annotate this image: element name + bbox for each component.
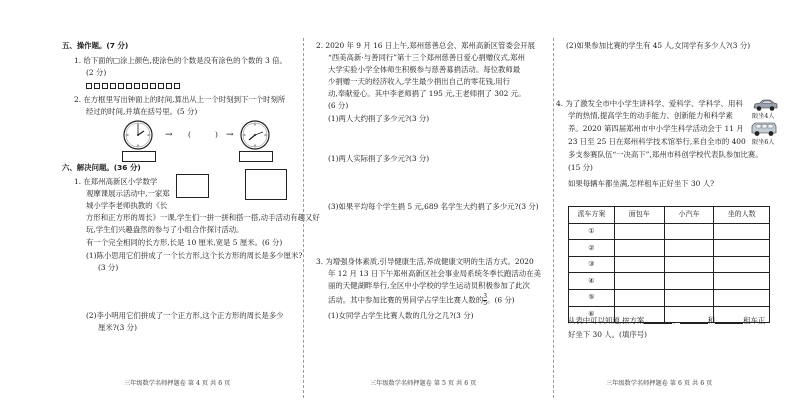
answer-line-1 bbox=[568, 315, 765, 326]
answer-line-2: 好坐下 30 人。(填序号) bbox=[568, 330, 647, 339]
color-square[interactable] bbox=[102, 83, 108, 89]
answer-cell[interactable] bbox=[664, 289, 714, 306]
page-divider bbox=[553, 38, 554, 398]
question-4-line2: 学的热情,提高学生的动手能力、创新能力和科学素 bbox=[568, 111, 733, 120]
color-square[interactable] bbox=[110, 83, 116, 89]
question-3-line4 bbox=[328, 294, 515, 307]
question-6-1-sub2-score: 厘米?(3 分) bbox=[98, 323, 137, 332]
answer-cell[interactable] bbox=[614, 289, 664, 306]
table-header-row bbox=[569, 207, 770, 224]
figure-box-1 bbox=[176, 174, 209, 198]
table-row bbox=[569, 256, 770, 273]
table-row bbox=[569, 273, 770, 290]
table-row bbox=[569, 289, 770, 306]
page-divider bbox=[303, 38, 304, 398]
plan-number-cell: ① bbox=[569, 223, 615, 240]
question-2-line5: 动,奉献爱心。其中李老师捐了 195 元,王老师捐了 302 元。 bbox=[328, 89, 526, 98]
page-footer: 三年级数学名师押题卷 第 6 页 共 6 页 bbox=[606, 380, 713, 387]
question-3-sub2: (2)如果参加比赛的学生有 45 人,女同学有多少人?(3 分) bbox=[566, 41, 751, 50]
question-5-1: 1. 给下面的□涂上颜色,使涂色的个数是没有涂色的个数的 3 倍。 bbox=[74, 56, 287, 65]
plan-number-cell: ③ bbox=[569, 256, 615, 273]
clock-face-2-icon bbox=[240, 120, 270, 150]
answer-cell[interactable] bbox=[714, 273, 770, 290]
question-5-2-line2: 经过的时间,并填在括号里。(5 分) bbox=[86, 107, 198, 116]
question-2-line1: 2. 2020 年 9 月 16 日上午,郑州慈善总会、郑州高新区管委会开展 bbox=[316, 41, 536, 50]
answer-blank-1[interactable] bbox=[644, 316, 672, 324]
question-2-line3: 大学实验小学全体师生积极参与慈善募捐活动。每位教师最 bbox=[328, 65, 521, 74]
fraction-denominator: 5 bbox=[483, 300, 488, 307]
table-header-cell: 坐的人数 bbox=[714, 207, 770, 224]
question-4-line6: (15 分) bbox=[568, 163, 593, 172]
van-icon bbox=[750, 121, 778, 137]
question-3-line2: 年 12 月 13 日下午郑州高新区社会事业局系统冬季长跑活动在美 bbox=[328, 269, 541, 278]
section-6-title: 六、解决问题。(36 分) bbox=[62, 163, 141, 172]
answer-cell[interactable] bbox=[614, 240, 664, 257]
question-3-line4-end: 。(6 分) bbox=[487, 295, 515, 305]
answer-and: 和 bbox=[707, 316, 716, 325]
answer-cell[interactable] bbox=[614, 273, 664, 290]
page-4 bbox=[42, 0, 320, 415]
question-3-line4-text: 活动。其中参加比赛的男同学占学生比赛人数的 bbox=[328, 295, 484, 305]
color-square[interactable] bbox=[94, 83, 100, 89]
answer-cell[interactable] bbox=[614, 223, 664, 240]
question-4-line5: 多支参赛队伍“一决高下”,郑州市科创学校代表队参加比赛。 bbox=[568, 150, 763, 159]
color-square[interactable] bbox=[150, 83, 156, 89]
question-3-line3: 丽的天健湖畔举行,全区中小学校的学生运动员积极参加了此次 bbox=[328, 281, 530, 290]
question-6-1-line1: 1. 在郑州高新区小学数学 bbox=[74, 177, 158, 186]
question-6-1-sub1-score: (3 分) bbox=[98, 263, 119, 272]
question-2-line4: 少捐赠一天的经济收入,学生最少捐出自己的零花钱,用行 bbox=[328, 77, 511, 86]
question-6-1-sub2: (2)李小明用它们拼成了一个正方形,这个正方形的周长是多少 bbox=[86, 311, 284, 320]
answer-blank-3[interactable] bbox=[715, 316, 743, 324]
table-header-cell: 派车方案 bbox=[569, 207, 615, 224]
question-2-line6: (6 分) bbox=[328, 101, 349, 110]
figure-box-2 bbox=[245, 169, 287, 200]
paren-open: ( bbox=[188, 130, 191, 139]
question-6-1-line2: 观摩课展示活动中,一家郑 bbox=[86, 189, 170, 198]
answer-cell[interactable] bbox=[664, 273, 714, 290]
van-capacity-label: 限坐6人 bbox=[752, 139, 775, 146]
question-4-line7: 如果每辆车都坐满,怎样租车正好坐下 30 人? bbox=[568, 179, 715, 188]
answer-suffix: 租车正 bbox=[743, 316, 766, 325]
table-row bbox=[569, 223, 770, 240]
answer-prefix: 从表中可以知道,按方案 bbox=[568, 316, 645, 325]
question-2-line2: “西美高新·与善同行”第十三个郑州慈善日爱心捐赠仪式,郑州 bbox=[328, 53, 526, 62]
color-square[interactable] bbox=[86, 83, 92, 89]
question-4-line1: 4. 为了激发全市中小学生讲科学、爱科学、学科学、用科 bbox=[556, 99, 743, 108]
question-2-sub2: (1)两人实际捐了多少元?(3 分) bbox=[328, 154, 430, 163]
question-5-2-line1: 2. 在方框里写出钟面上的时间,算出从上一个时刻到下一个时刻所 bbox=[74, 95, 286, 104]
section-5-title: 五、操作题。(7 分) bbox=[62, 41, 129, 50]
answer-cell[interactable] bbox=[664, 240, 714, 257]
fraction-numerator: 3 bbox=[483, 293, 488, 300]
table-header-cell: 小汽车 bbox=[664, 207, 714, 224]
color-square[interactable] bbox=[118, 83, 124, 89]
color-square[interactable] bbox=[174, 83, 180, 89]
answer-cell[interactable] bbox=[714, 256, 770, 273]
time-answer-box-2[interactable] bbox=[239, 151, 273, 162]
answer-cell[interactable] bbox=[714, 223, 770, 240]
question-6-1-line5: 玩,学生们兴趣盎然的参与了小组合作探讨活动。 bbox=[86, 225, 244, 234]
table-row bbox=[569, 240, 770, 257]
plan-number-cell: ② bbox=[569, 240, 615, 257]
rental-plan-table bbox=[568, 206, 770, 323]
question-6-1-sub1: (1)陈小思用它们拼成了一个长方形,这个长方形的周长是多少厘米? bbox=[86, 251, 303, 260]
answer-separator: 、 bbox=[672, 316, 680, 325]
color-square[interactable] bbox=[166, 83, 172, 89]
question-6-1-line3: 城小学李老师执教的《长 bbox=[86, 201, 168, 210]
question-4-line4: 23 日至 25 日在郑州科学技术馆举行,来自全市的 400 bbox=[568, 137, 746, 146]
color-square[interactable] bbox=[142, 83, 148, 89]
paren-close: ) bbox=[215, 130, 218, 139]
question-4-line3: 养。2020 第四届郑州市中小学生科学活动会于 11 月 bbox=[568, 124, 744, 133]
question-5-1-score: (2 分) bbox=[86, 68, 107, 77]
answer-cell[interactable] bbox=[664, 256, 714, 273]
color-square[interactable] bbox=[126, 83, 132, 89]
color-square[interactable] bbox=[134, 83, 140, 89]
plan-number-cell: ④ bbox=[569, 273, 615, 290]
page-footer: 三年级数学名师押题卷 第 5 页 共 6 页 bbox=[370, 380, 477, 387]
clock-face-1-icon bbox=[123, 120, 153, 150]
plan-number-cell: ⑥ bbox=[569, 306, 615, 323]
arrow-icon: → bbox=[226, 130, 234, 140]
question-6-1-line4: 方形和正方形的周长》一课,学生们一拼一拼和搭一搭,动手活动有趣又好 bbox=[86, 213, 320, 222]
answer-blank-2[interactable] bbox=[680, 316, 708, 324]
car-icon bbox=[752, 98, 778, 112]
page-footer: 三年级数学名师押题卷 第 4 页 共 6 页 bbox=[124, 380, 231, 387]
car-capacity-label: 限坐4人 bbox=[752, 113, 775, 120]
arrow-icon: → bbox=[165, 130, 173, 140]
answer-cell[interactable] bbox=[714, 240, 770, 257]
question-2-sub3: (3)如果平均每个学生捐 5 元,689 名学生大约捐了多少元?(3 分) bbox=[328, 202, 539, 211]
answer-cell[interactable] bbox=[714, 289, 770, 306]
page-6 bbox=[556, 0, 776, 415]
question-3-line1: 3. 为增强身体素质,引导健康生活,养成健康文明的生活方式。2020 bbox=[316, 257, 534, 266]
coloring-squares[interactable] bbox=[86, 83, 180, 89]
plan-number-cell: ⑤ bbox=[569, 289, 615, 306]
color-square[interactable] bbox=[158, 83, 164, 89]
question-3-sub1: (1)女同学占学生比赛人数的几分之几?(3 分) bbox=[328, 311, 474, 320]
time-answer-box-1[interactable] bbox=[122, 151, 156, 162]
table-header-cell: 面包车 bbox=[614, 207, 664, 224]
page-5 bbox=[308, 0, 544, 415]
answer-cell[interactable] bbox=[664, 223, 714, 240]
question-2-sub1: (1)两人大约捐了多少元?(3 分) bbox=[328, 114, 430, 123]
question-6-1-line6: 有一个完全相同的长方形,长是 10 厘米,宽是 5 厘米。(6 分) bbox=[86, 238, 283, 247]
answer-cell[interactable] bbox=[614, 256, 664, 273]
